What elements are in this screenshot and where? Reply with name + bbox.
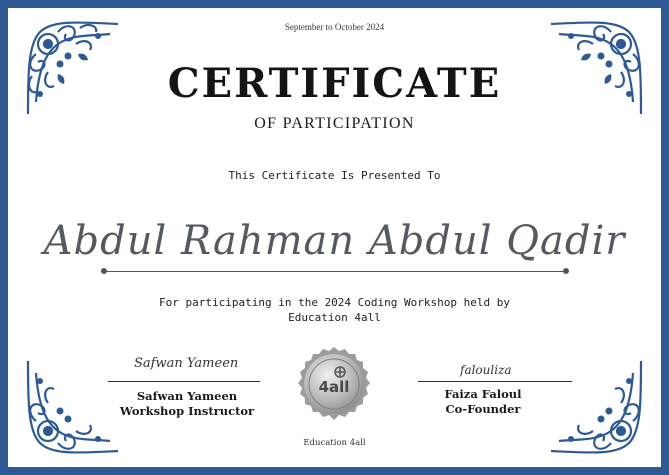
signatory-name: Safwan Yameen xyxy=(136,389,238,403)
name-underline xyxy=(105,271,566,272)
certificate-title: CERTIFICATE xyxy=(167,60,502,107)
signature-line-right xyxy=(418,381,572,382)
signature-line-left xyxy=(108,381,260,382)
signatory-name: Faiza Faloul xyxy=(444,387,522,401)
description xyxy=(0,295,669,325)
date-range: September to October 2024 xyxy=(284,22,385,32)
signatory-left xyxy=(104,389,270,419)
description-line: Education 4all xyxy=(288,311,381,324)
name-line-dot xyxy=(563,268,569,274)
presented-to-text: This Certificate Is Presented To xyxy=(228,169,441,182)
certificate-subtitle: OF PARTICIPATION xyxy=(254,115,415,132)
organization-label: Education 4all xyxy=(303,438,366,448)
signature-right: falouliza xyxy=(460,363,512,377)
seal-text: 4all xyxy=(318,378,350,396)
description-line: For participating in the 2024 Coding Workshop held by xyxy=(159,296,510,309)
signatory-right xyxy=(410,387,556,417)
recipient-name: Abdul Rahman Abdul Qadir xyxy=(43,218,626,264)
signatory-role: Co-Founder xyxy=(445,402,521,416)
signatory-role: Workshop Instructor xyxy=(119,404,255,418)
signature-left: Safwan Yameen xyxy=(134,356,239,371)
